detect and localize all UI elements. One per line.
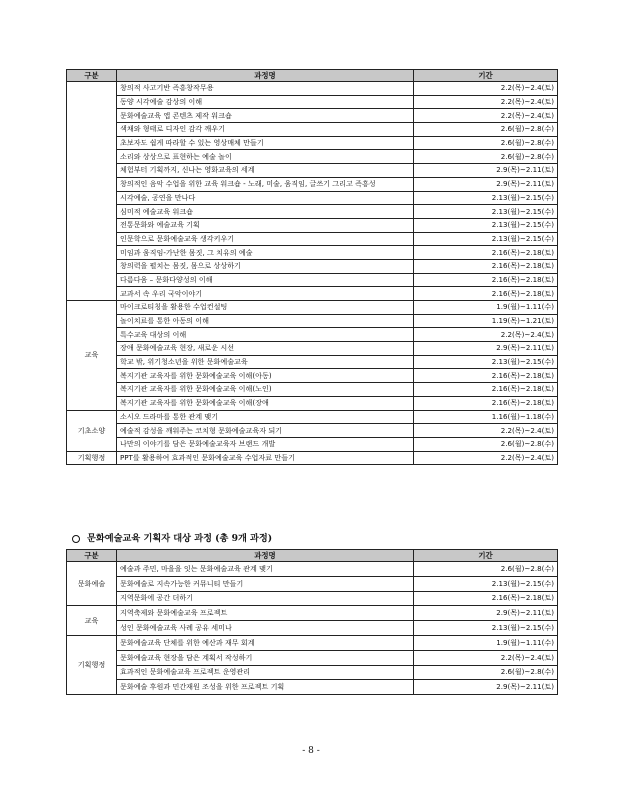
period-cell: 2.2(목)~2.4(토) xyxy=(414,82,558,96)
period-cell: 2.2(목)~2.4(토) xyxy=(414,95,558,109)
period-cell: 2.16(목)~2.18(토) xyxy=(414,246,558,260)
table-row xyxy=(67,342,558,356)
course-name-cell: 창의력을 펼치는 몸짓, 몸으로 상상하기 xyxy=(117,259,414,273)
period-cell: 2.16(목)~2.18(토) xyxy=(414,396,558,410)
table-row xyxy=(67,355,558,369)
table-row xyxy=(67,451,558,465)
course-name-cell: 효과적인 문화예술교육 프로젝트 운영관리 xyxy=(117,665,414,680)
course-table-1 xyxy=(66,69,558,465)
course-name-cell: 동양 시각예술 감상의 이해 xyxy=(117,95,414,109)
period-cell: 2.9(목)~2.11(토) xyxy=(414,606,558,621)
course-name-cell: 체험부터 기획까지, 신나는 영화교육의 세계 xyxy=(117,164,414,178)
category-cell xyxy=(67,82,117,301)
period-cell: 2.16(목)~2.18(토) xyxy=(414,259,558,273)
course-name-cell: 복지기관 교육자를 위한 문화예술교육 이해(아동) xyxy=(117,369,414,383)
table-row xyxy=(67,650,558,665)
period-cell: 1.16(월)~1.18(수) xyxy=(414,410,558,424)
header-category: 구분 xyxy=(67,550,117,562)
period-cell: 2.16(목)~2.18(토) xyxy=(414,383,558,397)
category-cell: 기획행정 xyxy=(67,451,117,465)
period-cell: 2.16(목)~2.18(토) xyxy=(414,287,558,301)
table-row xyxy=(67,635,558,650)
course-name-cell: 인문학으로 문화예술교육 생각키우기 xyxy=(117,232,414,246)
course-name-cell: 소리와 상상으로 표현하는 예술 놀이 xyxy=(117,150,414,164)
category-cell: 교육 xyxy=(67,606,117,636)
table-header-row xyxy=(67,70,558,82)
table-row xyxy=(67,369,558,383)
table-row xyxy=(67,314,558,328)
table-row xyxy=(67,665,558,680)
table-row xyxy=(67,621,558,636)
course-table-2 xyxy=(66,549,558,695)
period-cell: 2.9(목)~2.11(토) xyxy=(414,680,558,695)
period-cell: 2.2(목)~2.4(토) xyxy=(414,328,558,342)
course-name-cell: PPT를 활용하여 효과적인 문화예술교육 수업자료 만들기 xyxy=(117,451,414,465)
course-name-cell: 성인 문화예술교육 사례 공유 세미나 xyxy=(117,621,414,636)
table-row xyxy=(67,109,558,123)
course-name-cell: 나만의 이야기를 담은 문화예술교육자 브랜드 개발 xyxy=(117,437,414,451)
category-cell: 문화예술 xyxy=(67,562,117,606)
header-category: 구분 xyxy=(67,70,117,82)
period-cell: 1.9(월)~1.11(수) xyxy=(414,301,558,315)
table-row xyxy=(67,136,558,150)
course-name-cell: 소시오 드라마를 통한 관계 맺기 xyxy=(117,410,414,424)
period-cell: 2.13(월)~2.15(수) xyxy=(414,576,558,591)
course-name-cell: 특수교육 대상의 이해 xyxy=(117,328,414,342)
course-name-cell: 학교 밖, 위기청소년을 위한 문화예술교육 xyxy=(117,355,414,369)
period-cell: 2.6(월)~2.8(수) xyxy=(414,665,558,680)
page-number: - 8 - xyxy=(302,746,320,756)
table-row xyxy=(67,259,558,273)
table-row xyxy=(67,383,558,397)
table-row xyxy=(67,680,558,695)
period-cell: 2.9(목)~2.11(토) xyxy=(414,342,558,356)
period-cell: 2.16(목)~2.18(토) xyxy=(414,369,558,383)
table-header-row xyxy=(67,550,558,562)
period-cell: 2.9(목)~2.11(토) xyxy=(414,177,558,191)
course-name-cell: 문화예술교육 현장을 담은 계획서 작성하기 xyxy=(117,650,414,665)
period-cell: 2.13(월)~2.15(수) xyxy=(414,205,558,219)
period-cell: 2.6(월)~2.8(수) xyxy=(414,136,558,150)
table-row xyxy=(67,424,558,438)
course-name-cell: 창의적인 음악 수업을 위한 교육 워크숍 - 노래, 미술, 움직임, 글쓰기 그리고 즉흥성 xyxy=(117,177,414,191)
category-cell: 교육 xyxy=(67,301,117,411)
course-name-cell: 예술과 주민, 마을을 잇는 문화예술교육 관계 맺기 xyxy=(117,562,414,577)
period-cell: 2.16(목)~2.18(토) xyxy=(414,273,558,287)
course-name-cell: 복지기관 교육자를 위한 문화예술교육 이해(장애 xyxy=(117,396,414,410)
course-name-cell: 지역문화에 공간 더하기 xyxy=(117,591,414,606)
table-row xyxy=(67,396,558,410)
section-title-text: 문화예술교육 기획자 대상 과정 (총 9개 과정) xyxy=(87,533,273,544)
course-name-cell: 복지기관 교육자를 위한 문화예술교육 이해(노인) xyxy=(117,383,414,397)
period-cell: 2.6(월)~2.8(수) xyxy=(414,123,558,137)
period-cell: 2.6(월)~2.8(수) xyxy=(414,150,558,164)
course-name-cell: 시각예술, 공연을 만나다 xyxy=(117,191,414,205)
course-name-cell: 색채와 형태로 디자인 감각 깨우기 xyxy=(117,123,414,137)
course-name-cell: 놀이치료를 통한 아동의 이해 xyxy=(117,314,414,328)
course-name-cell: 장애 문화예술교육 현장, 새로운 시선 xyxy=(117,342,414,356)
table-row xyxy=(67,82,558,96)
header-course-name: 과정명 xyxy=(117,550,414,562)
period-cell: 2.16(목)~2.18(토) xyxy=(414,591,558,606)
course-name-cell: 지역축제와 문화예술교육 프로젝트 xyxy=(117,606,414,621)
course-name-cell: 문화예술 후원과 민간재원 조성을 위한 프로젝트 기획 xyxy=(117,680,414,695)
table-row xyxy=(67,562,558,577)
period-cell: 2.13(월)~2.15(수) xyxy=(414,232,558,246)
course-name-cell: 마이크로티칭을 활용한 수업컨설팅 xyxy=(117,301,414,315)
table-row xyxy=(67,164,558,178)
header-course-name: 과정명 xyxy=(117,70,414,82)
table-row xyxy=(67,218,558,232)
period-cell: 2.6(월)~2.8(수) xyxy=(414,437,558,451)
course-name-cell: 문화예술로 지속가능한 커뮤니티 만들기 xyxy=(117,576,414,591)
table-row xyxy=(67,410,558,424)
period-cell: 1.9(월)~1.11(수) xyxy=(414,635,558,650)
course-name-cell: 문화예술교육 단체를 위한 예산과 재무 회계 xyxy=(117,635,414,650)
course-name-cell: 초보자도 쉽게 따라할 수 있는 영상매체 만들기 xyxy=(117,136,414,150)
course-name-cell: 문화예술교육 앱 콘텐츠 제작 워크숍 xyxy=(117,109,414,123)
table-row xyxy=(67,301,558,315)
period-cell: 2.6(월)~2.8(수) xyxy=(414,562,558,577)
period-cell: 2.2(목)~2.4(토) xyxy=(414,451,558,465)
period-cell: 2.13(월)~2.15(수) xyxy=(414,218,558,232)
table-row xyxy=(67,246,558,260)
table-row xyxy=(67,95,558,109)
period-cell: 1.19(목)~1.21(토) xyxy=(414,314,558,328)
period-cell: 2.9(목)~2.11(토) xyxy=(414,164,558,178)
period-cell: 2.13(월)~2.15(수) xyxy=(414,355,558,369)
table-row xyxy=(67,606,558,621)
header-period: 기간 xyxy=(414,70,558,82)
circle-bullet-icon xyxy=(72,535,80,543)
table-row xyxy=(67,591,558,606)
course-name-cell: 교과서 속 우리 국악이야기 xyxy=(117,287,414,301)
table-row xyxy=(67,150,558,164)
category-cell: 기초소양 xyxy=(67,410,117,451)
table-row xyxy=(67,576,558,591)
table-row xyxy=(67,191,558,205)
course-name-cell: 다름다움 – 문화다양성의 이해 xyxy=(117,273,414,287)
table-row xyxy=(67,177,558,191)
period-cell: 2.2(목)~2.4(토) xyxy=(414,109,558,123)
section-title xyxy=(72,530,272,544)
table-row xyxy=(67,123,558,137)
course-name-cell: 창의적 사고기반 즉흥창작무용 xyxy=(117,82,414,96)
course-name-cell: 심미적 예술교육 워크숍 xyxy=(117,205,414,219)
period-cell: 2.2(목)~2.4(토) xyxy=(414,424,558,438)
period-cell: 2.13(월)~2.15(수) xyxy=(414,621,558,636)
course-name-cell: 전통문화와 예술교육 기획 xyxy=(117,218,414,232)
header-period: 기간 xyxy=(414,550,558,562)
course-name-cell: 미임과 움직임-가난한 몸짓, 그 치유의 예술 xyxy=(117,246,414,260)
period-cell: 2.2(목)~2.4(토) xyxy=(414,650,558,665)
period-cell: 2.13(월)~2.15(수) xyxy=(414,191,558,205)
table-row xyxy=(67,232,558,246)
category-cell: 기획행정 xyxy=(67,635,117,694)
table-row xyxy=(67,287,558,301)
table-row xyxy=(67,328,558,342)
course-name-cell: 예술적 감성을 깨워주는 코치형 문화예술교육자 되기 xyxy=(117,424,414,438)
table-row xyxy=(67,205,558,219)
table-row xyxy=(67,273,558,287)
table-row xyxy=(67,437,558,451)
